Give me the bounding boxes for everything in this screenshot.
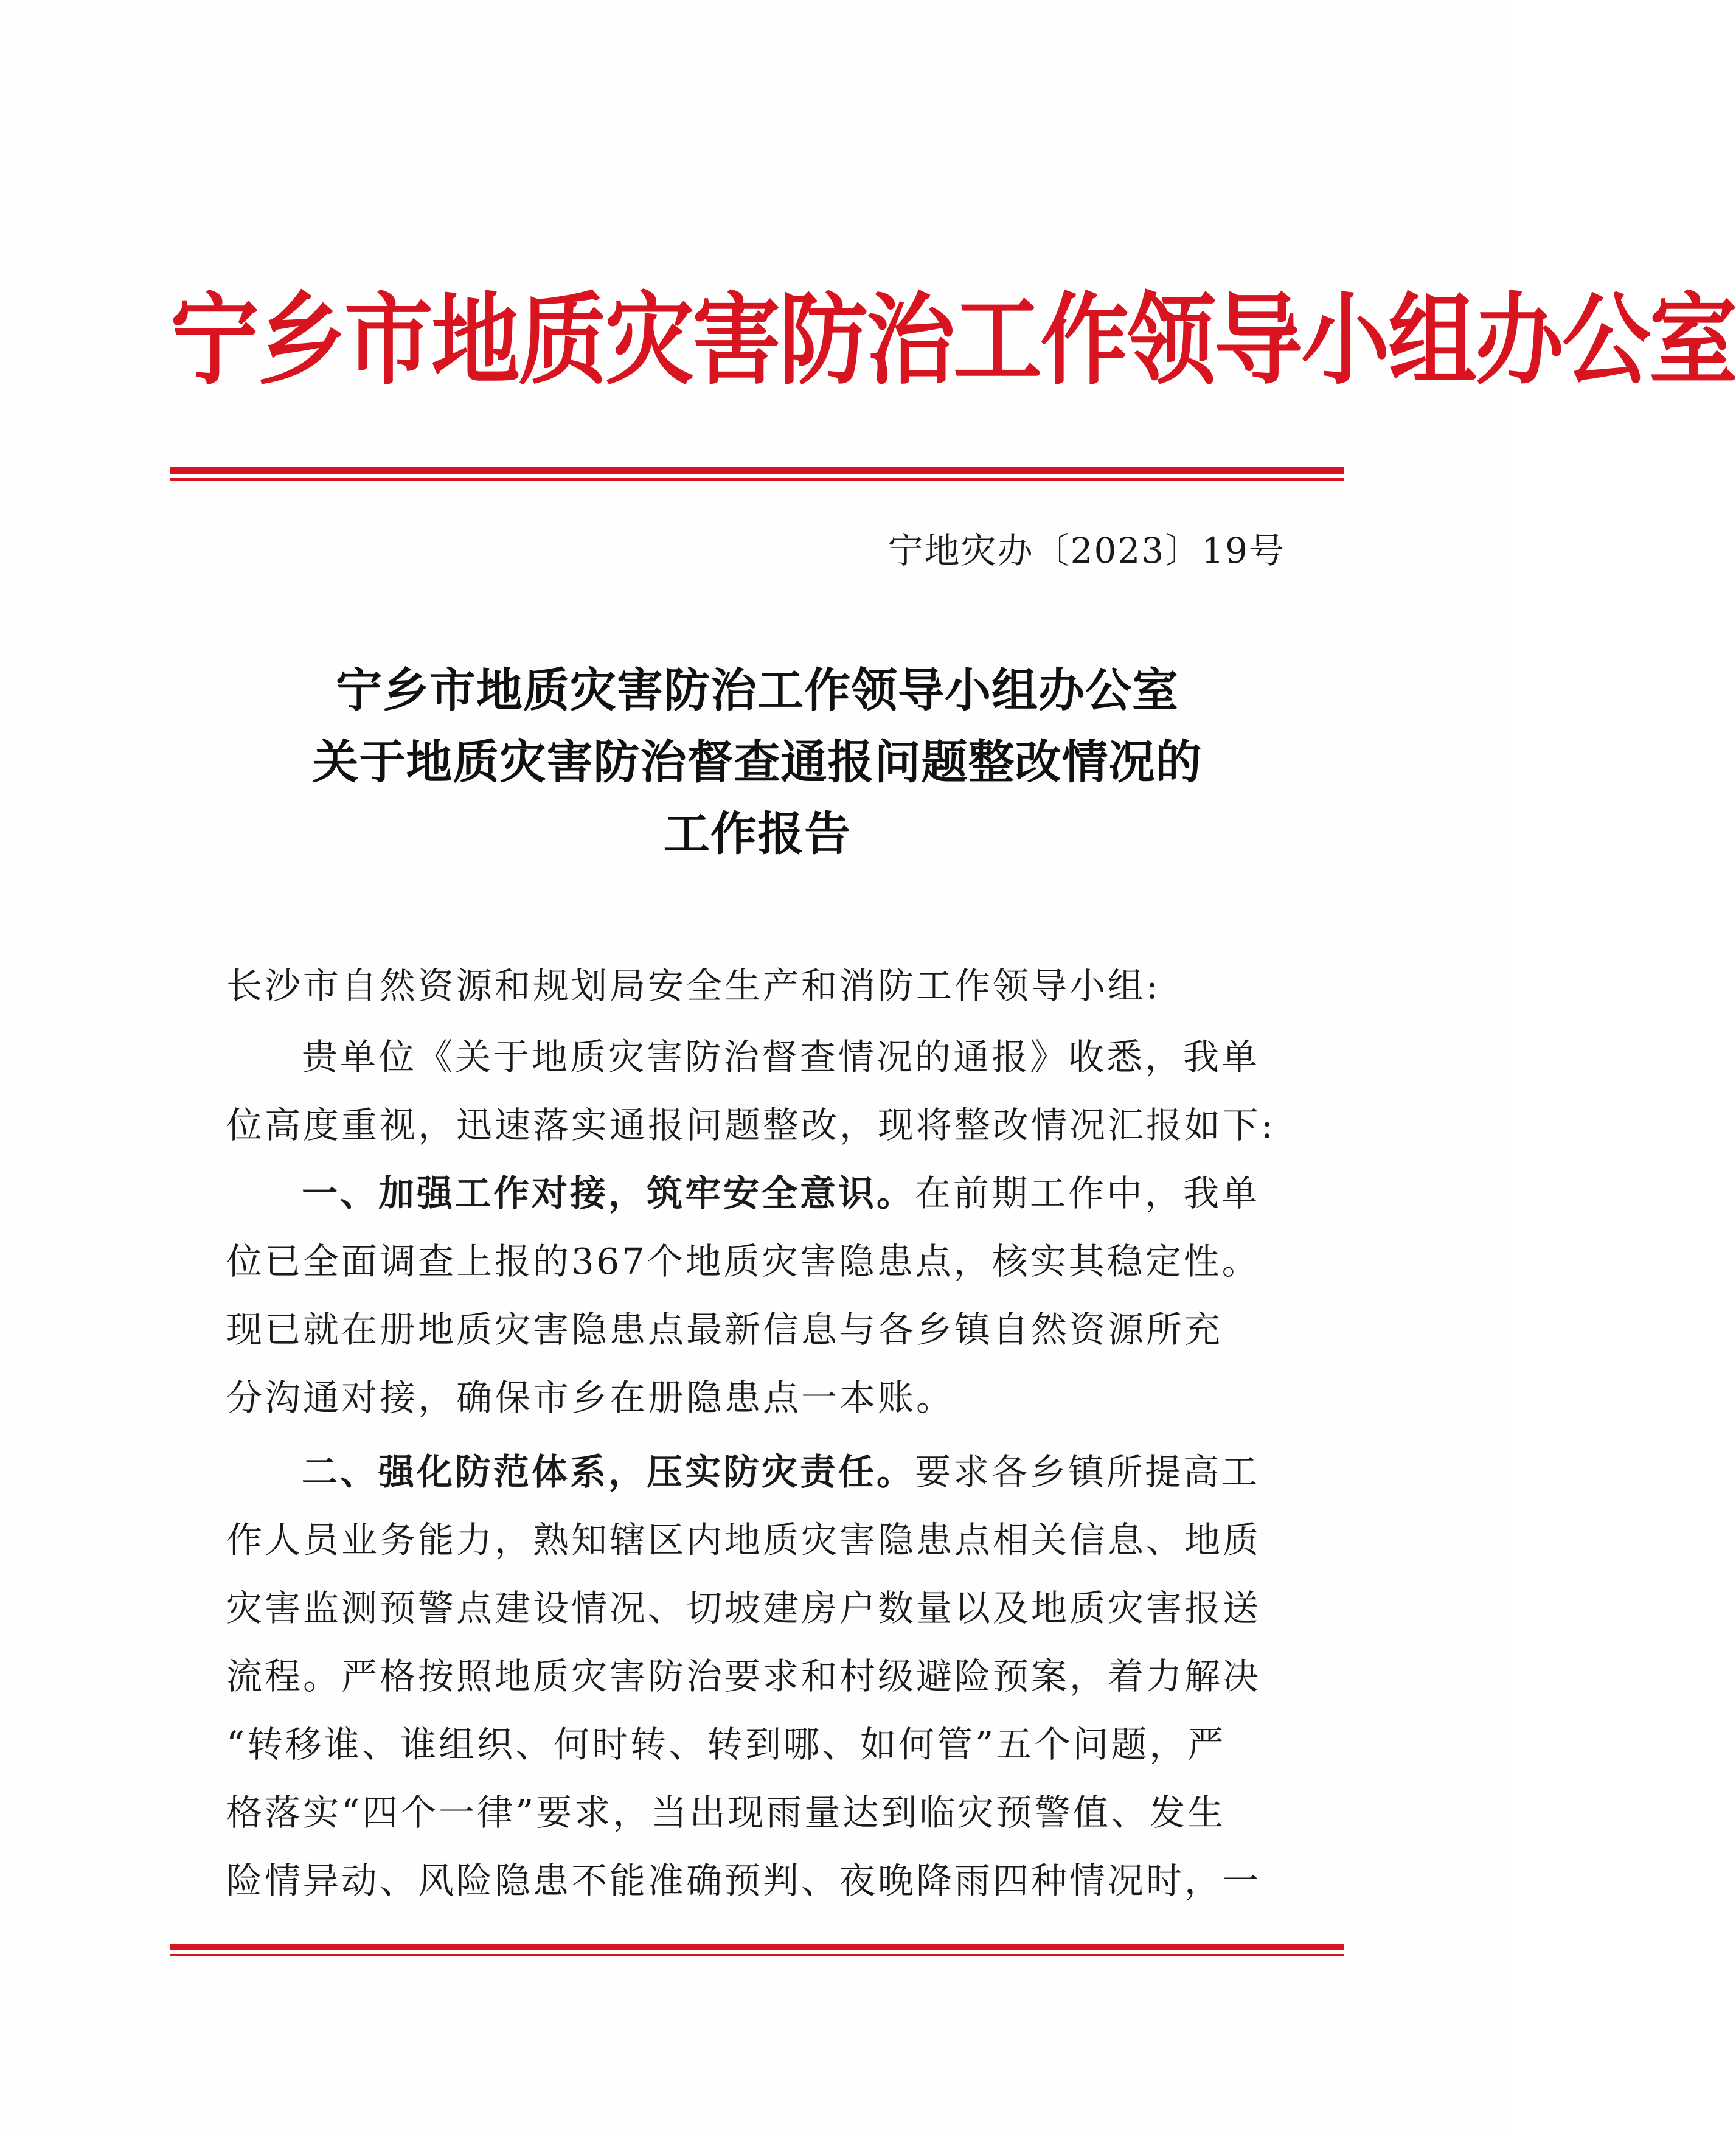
section-2-heading: 二、强化防范体系，压实防灾责任。	[302, 1451, 915, 1493]
body-line: 格落实“四个一律”要求，当出现雨量达到临灾预警值、发生	[226, 1792, 1226, 1833]
body-line: 在前期工作中，我单	[915, 1172, 1260, 1214]
document-title-line-1: 宁乡市地质灾害防治工作领导小组办公室	[336, 663, 1179, 717]
body-line: 位已全面调查上报的367个地质灾害隐患点，核实其稳定性。	[226, 1240, 1260, 1282]
document-title-line-3: 工作报告	[664, 807, 851, 861]
body-line: 分沟通对接，确保市乡在册隐患点一本账。	[226, 1377, 955, 1419]
document-title-line-2: 关于地质灾害防治督查通报问题整改情况的	[312, 735, 1203, 789]
body-line: 贵单位《关于地质灾害防治督查情况的通报》收悉，我单	[302, 1036, 1260, 1078]
body-line: 流程。严格按照地质灾害防治要求和村级避险预案，着力解决	[226, 1655, 1262, 1697]
addressee: 长沙市自然资源和规划局安全生产和消防工作领导小组:	[226, 965, 1161, 1007]
agency-masthead: 宁乡市地质灾害防治工作领导小组办公室	[170, 282, 1736, 399]
section-1-heading: 一、加强工作对接，筑牢安全意识。	[302, 1172, 915, 1214]
masthead-rule-thin	[170, 478, 1344, 481]
masthead-rule-thick	[170, 467, 1344, 474]
body-line: “转移谁、谁组织、何时转、转到哪、如何管”五个问题，严	[226, 1723, 1226, 1765]
body-line: 作人员业务能力，熟知辖区内地质灾害隐患点相关信息、地质	[226, 1519, 1262, 1561]
section-2-first-line	[226, 1438, 1365, 1506]
body-line: 险情异动、风险隐患不能准确预判、夜晚降雨四种情况时，一	[226, 1860, 1262, 1902]
body-line: 位高度重视，迅速落实通报问题整改，现将整改情况汇报如下:	[226, 1104, 1276, 1146]
footer-rule-thick	[170, 1944, 1344, 1950]
footer-rule-thin	[170, 1954, 1344, 1956]
document-number: 宁地灾办〔2023〕19号	[887, 530, 1285, 571]
body-line: 现已就在册地质灾害隐患点最新信息与各乡镇自然资源所充	[226, 1309, 1223, 1350]
body-line: 要求各乡镇所提高工	[915, 1451, 1260, 1493]
section-1-first-line	[226, 1159, 1365, 1228]
body-line: 灾害监测预警点建设情况、切坡建房户数量以及地质灾害报送	[226, 1587, 1262, 1629]
